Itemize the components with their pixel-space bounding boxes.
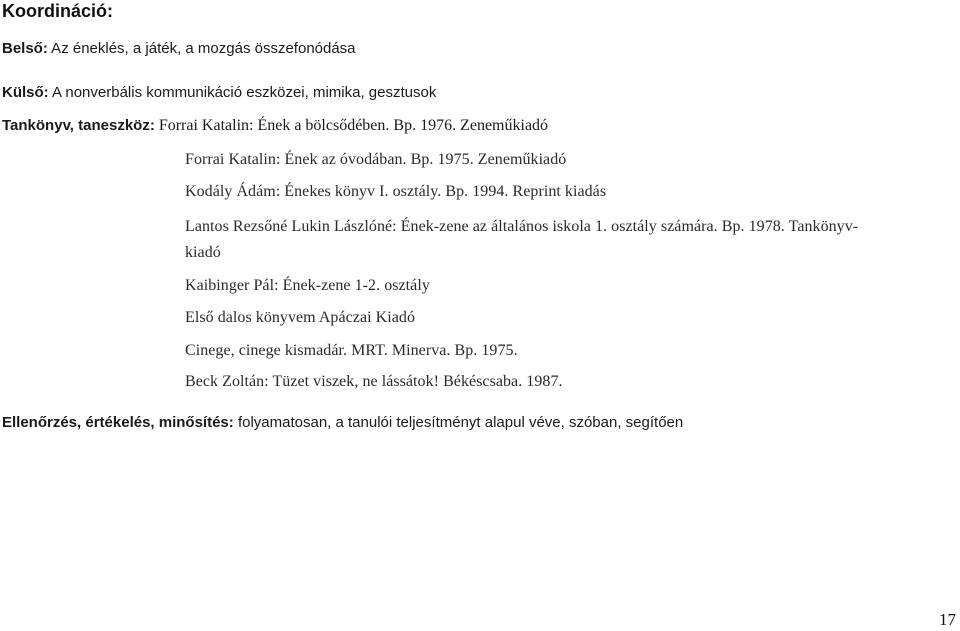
- section-heading: Koordináció:: [2, 1, 113, 21]
- book-item: Lantos Rezsőné Lukin Lászlóné: Ének-zene az általános iskola 1. osztály számára. Bp. 1978. Tankönyv-: [185, 218, 859, 235]
- ellenorzes-label: Ellenőrzés, értékelés, minősítés:: [2, 414, 234, 431]
- belso-label: Belső:: [2, 40, 48, 57]
- belso-text: Az éneklés, a játék, a mozgás összefonódása: [47, 40, 356, 57]
- page-number: 17: [939, 610, 956, 629]
- tankonyv-line: [2, 116, 548, 136]
- kulso-line: [2, 83, 436, 103]
- kulso-label: Külső:: [2, 84, 49, 101]
- book-item: Kaibinger Pál: Ének-zene 1-2. osztály: [185, 277, 430, 294]
- book-item: Beck Zoltán: Tüzet viszek, ne lássátok! Békéscsaba. 1987.: [185, 373, 563, 390]
- tankonyv-label: Tankönyv, taneszköz:: [2, 117, 155, 134]
- book-item: Forrai Katalin: Ének az óvodában. Bp. 1975. Zeneműkiadó: [185, 151, 567, 168]
- ellenorzes-text: folyamatosan, a tanulói teljesítményt alapul véve, szóban, segítően: [233, 414, 684, 431]
- book-item: Kodály Ádám: Énekes könyv I. osztály. Bp. 1994. Reprint kiadás: [185, 183, 607, 200]
- kulso-text: A nonverbális kommunikáció eszközei, mimika, gesztusok: [48, 84, 437, 101]
- book-item: Cinege, cinege kismadár. MRT. Minerva. Bp. 1975.: [185, 342, 518, 359]
- belso-line: [2, 39, 356, 59]
- book-item: Első dalos könyvem Apáczai Kiadó: [185, 309, 415, 326]
- tankonyv-first-item: Forrai Katalin: Ének a bölcsődében. Bp. 1976. Zeneműkiadó: [154, 117, 549, 134]
- book-item-continuation: kiadó: [185, 244, 221, 261]
- ellenorzes-line: [2, 413, 683, 433]
